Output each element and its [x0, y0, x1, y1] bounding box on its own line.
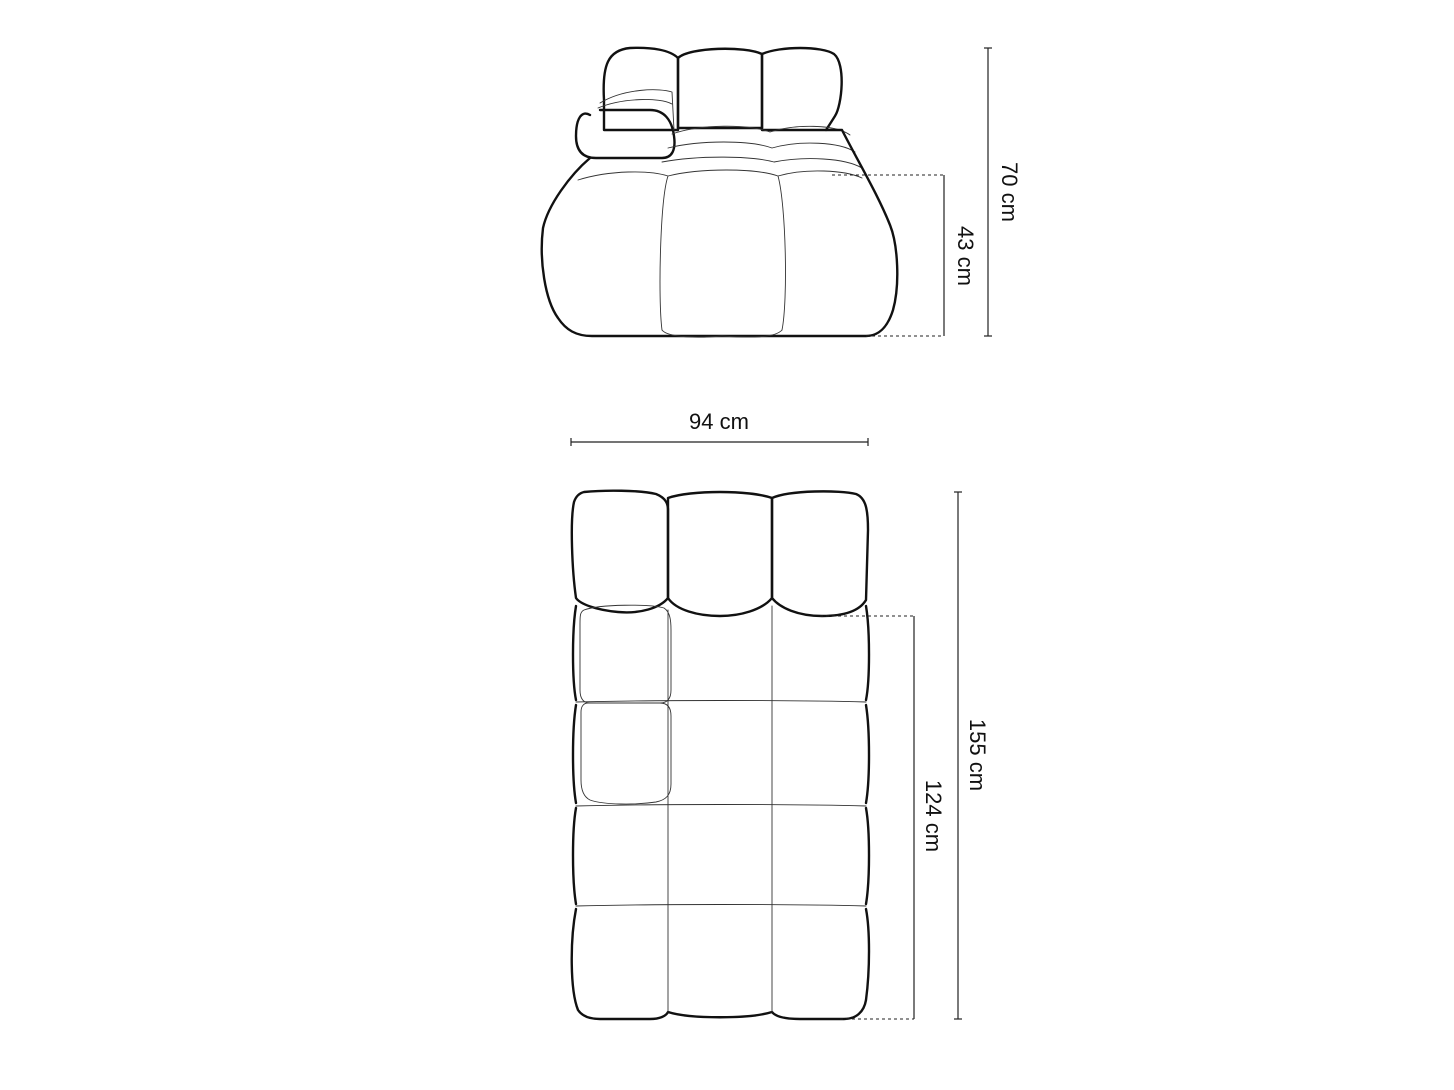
length-155-label: 155 cm [965, 718, 990, 792]
back-cushion-right [762, 48, 842, 130]
top-armrest-upper [580, 605, 671, 703]
top-back-cushion-right [772, 491, 868, 616]
height-70-label: 70 cm [997, 162, 1022, 222]
row-divider-1 [576, 701, 866, 703]
front-view-dimensions [832, 48, 1022, 336]
top-armrest-lower [581, 703, 671, 804]
width-dimension [571, 409, 868, 446]
top-seat-row-3 [573, 808, 869, 904]
base-body [542, 130, 898, 336]
top-back-cushion-middle [668, 492, 772, 616]
front-cushion-divider-left [660, 176, 668, 330]
width-94-label: 94 cm [689, 409, 749, 434]
top-back-cushion-left [572, 491, 668, 613]
row-divider-2 [576, 805, 866, 807]
back-cushion-middle [678, 49, 762, 128]
height-43-label: 43 cm [953, 226, 978, 286]
seat-top-line-2 [668, 142, 855, 152]
row-divider-3 [576, 905, 866, 907]
top-seat-row-4 [572, 909, 869, 1019]
front-cushion-divider-right [778, 176, 785, 330]
seat-top-line-3 [662, 157, 862, 168]
armrest-top-line-2 [598, 99, 672, 108]
length-124-label: 124 cm [921, 779, 946, 853]
top-seat-row-1 [573, 606, 869, 700]
front-top-line [578, 170, 862, 180]
top-view-dimensions [820, 492, 990, 1019]
armrest [576, 110, 675, 158]
top-seat-row-2 [573, 705, 869, 803]
front-view [542, 48, 898, 337]
top-view [572, 491, 869, 1019]
